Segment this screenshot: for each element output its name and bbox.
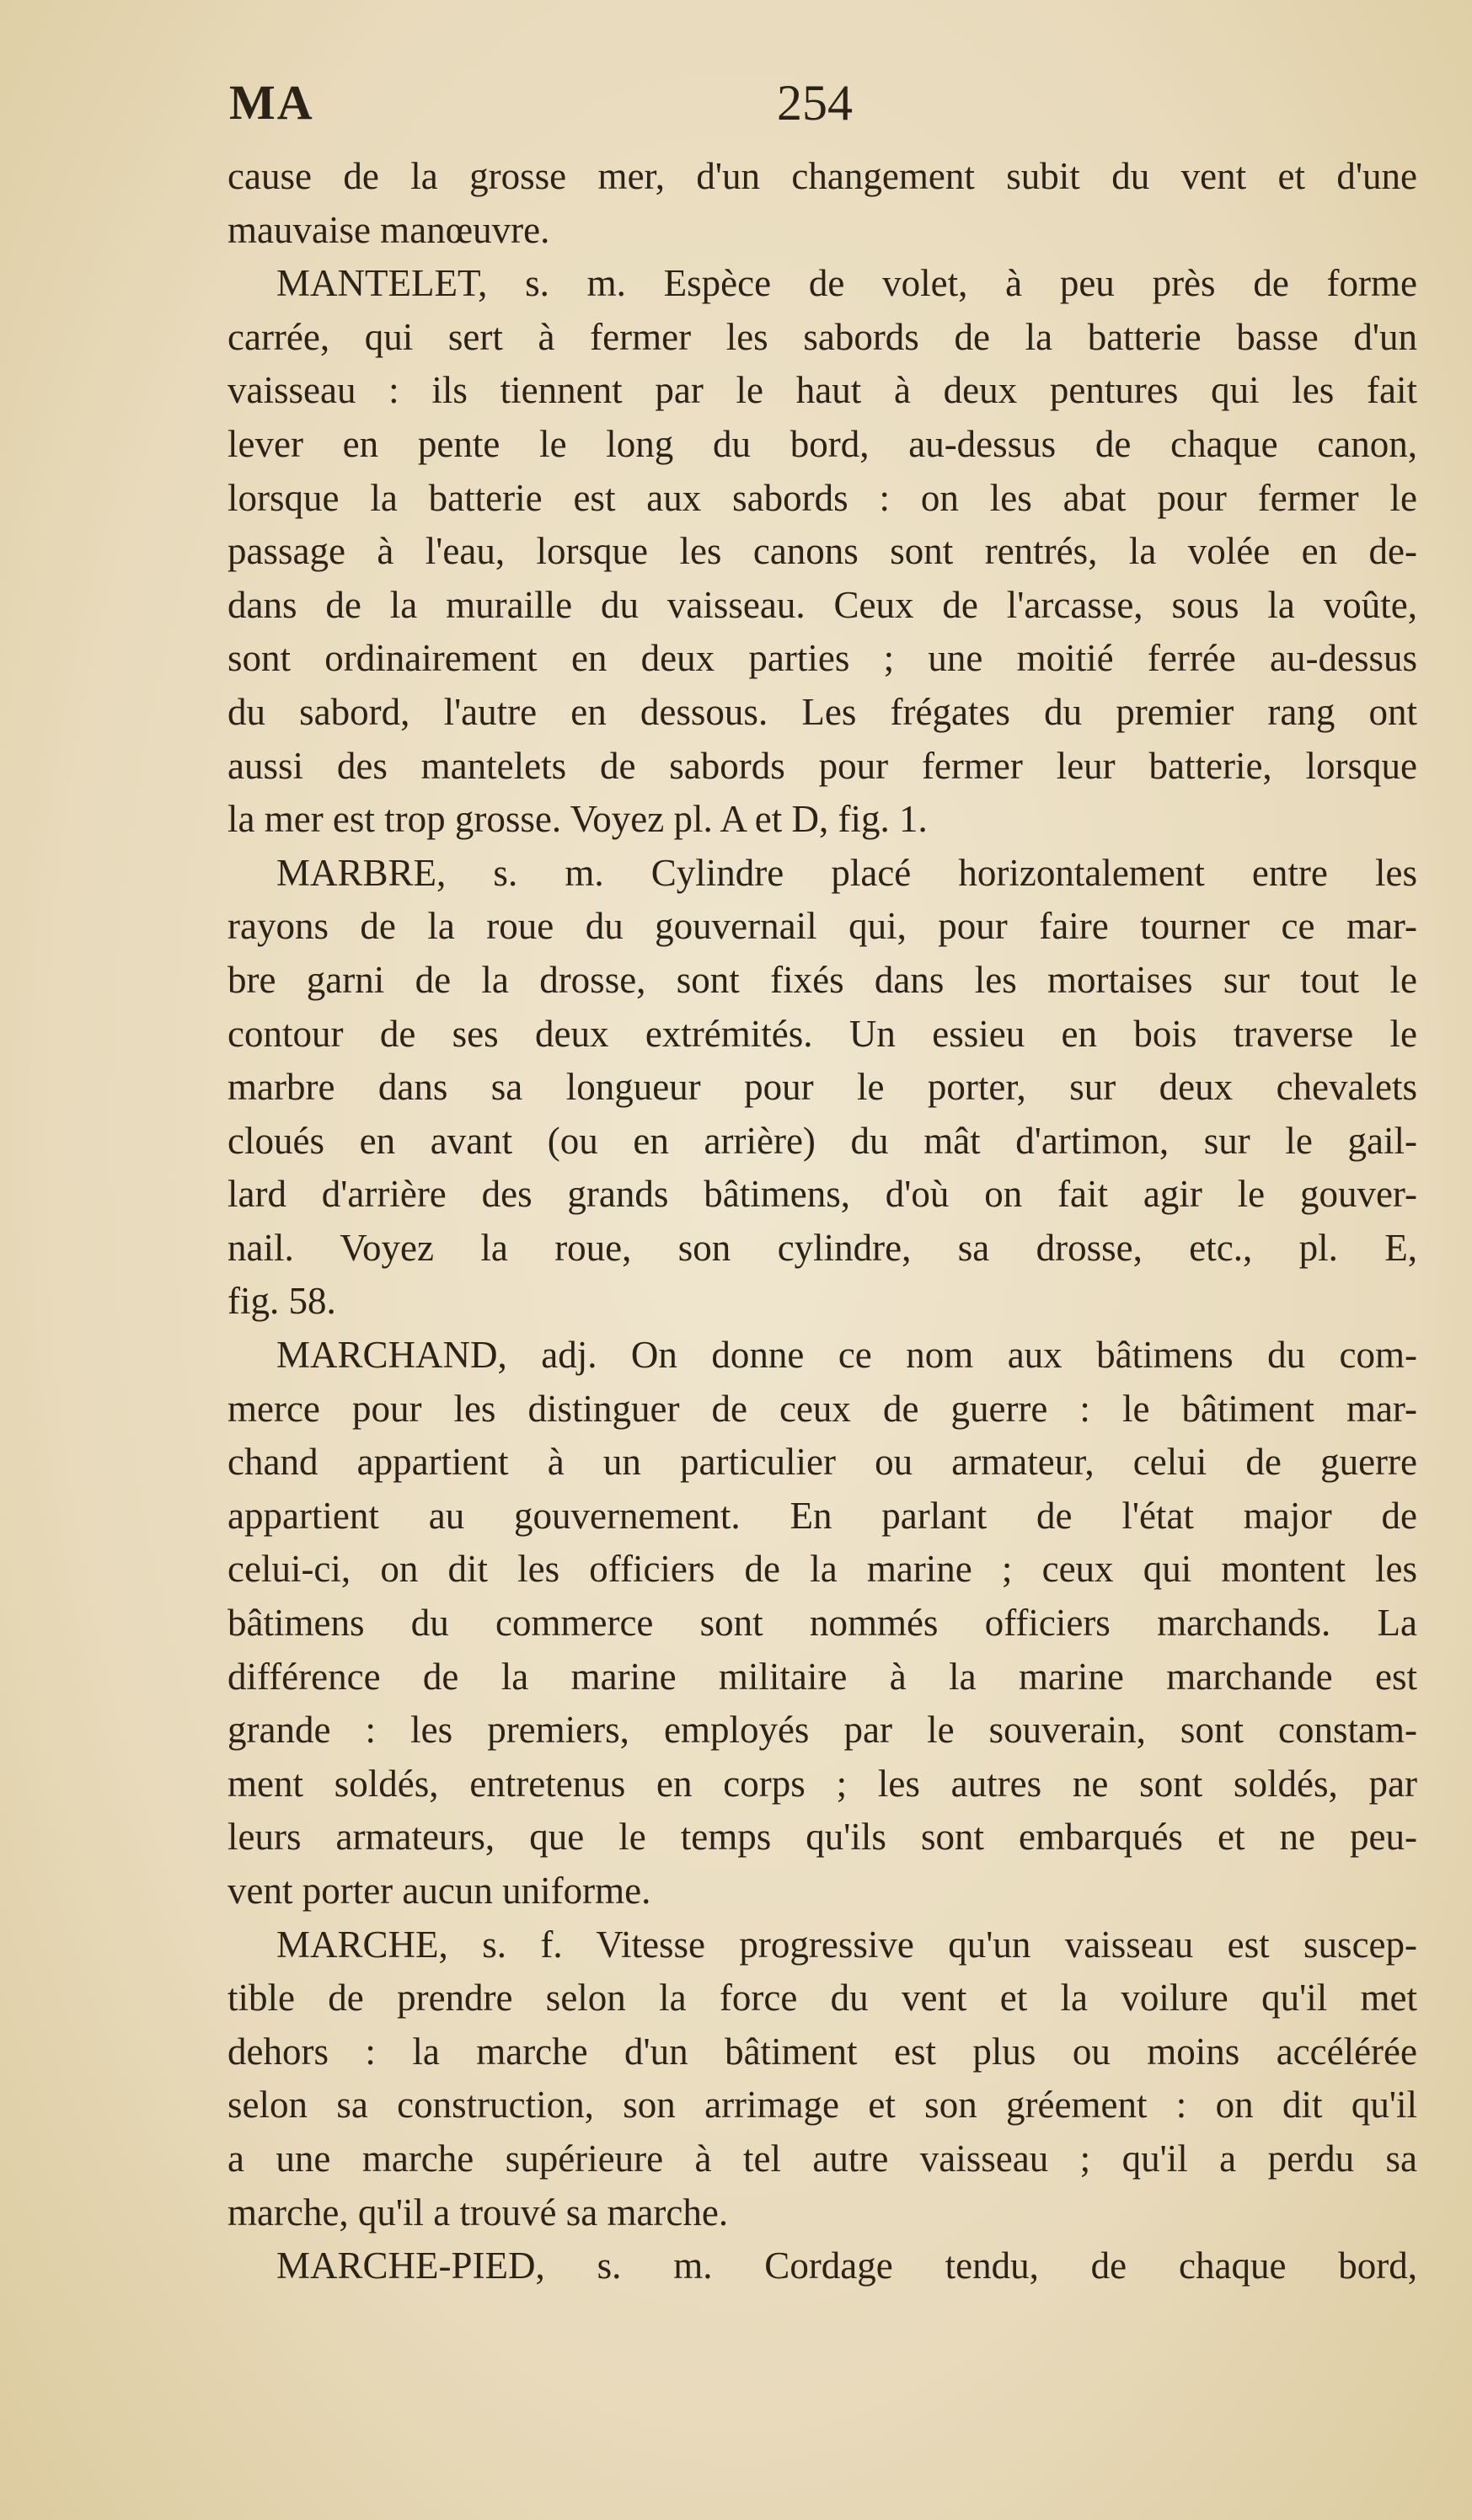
text-line: la mer est trop grosse. Voyez pl. A et D, fig. 1. bbox=[227, 798, 928, 841]
text-line: carrée, qui sert à fermer les sabords de la batterie basse d'un bbox=[227, 315, 1417, 358]
text-line: appartient au gouvernement. En parlant de l'état major de bbox=[227, 1494, 1417, 1537]
entry-headword-line: MARCHE-PIED, s. m. Cordage tendu, de chaque bord, bbox=[276, 2244, 1417, 2287]
dictionary-text bbox=[227, 150, 1417, 2293]
header-letters: MA bbox=[229, 75, 314, 130]
page-number: 254 bbox=[777, 75, 853, 131]
text-line: a une marche supérieure à tel autre vaisseau ; qu'il a perdu sa bbox=[227, 2137, 1417, 2180]
text-line: vent porter aucun uniforme. bbox=[227, 1870, 651, 1912]
entry-headword-line: MARCHAND, adj. On donne ce nom aux bâtimens du com- bbox=[276, 1334, 1417, 1377]
text-line: leurs armateurs, que le temps qu'ils sont embarqués et ne peu- bbox=[227, 1816, 1417, 1859]
entry-headword-line: MANTELET, s. m. Espèce de volet, à peu près de forme bbox=[276, 262, 1417, 305]
entry-headword-line: MARBRE, s. m. Cylindre placé horizontalement entre les bbox=[276, 851, 1417, 894]
text-line: aussi des mantelets de sabords pour fermer leur batterie, lorsque bbox=[227, 744, 1417, 787]
text-line: lever en pente le long du bord, au-dessus de chaque canon, bbox=[227, 422, 1417, 465]
text-line: bâtimens du commerce sont nommés officiers marchands. La bbox=[227, 1602, 1417, 1645]
text-line: du sabord, l'autre en dessous. Les frégates du premier rang ont bbox=[227, 690, 1417, 733]
text-line: dans de la muraille du vaisseau. Ceux de l'arcasse, sous la voûte, bbox=[227, 583, 1417, 626]
text-line: fig. 58. bbox=[227, 1280, 336, 1323]
text-line: celui-ci, on dit les officiers de la marine ; ceux qui montent les bbox=[227, 1548, 1417, 1591]
text-line: rayons de la roue du gouvernail qui, pour faire tourner ce mar- bbox=[227, 905, 1417, 948]
running-header bbox=[229, 74, 1417, 150]
text-line: passage à l'eau, lorsque les canons sont rentrés, la volée en de- bbox=[227, 530, 1417, 573]
text-line: selon sa construction, son arrimage et son gréement : on dit qu'il bbox=[227, 2084, 1417, 2127]
text-line: tible de prendre selon la force du vent et la voilure qu'il met bbox=[227, 1977, 1417, 2020]
text-line: merce pour les distinguer de ceux de guerre : le bâtiment mar- bbox=[227, 1387, 1417, 1430]
text-line: contour de ses deux extrémités. Un essieu en bois traverse le bbox=[227, 1012, 1417, 1055]
text-line: ment soldés, entretenus en corps ; les autres ne sont soldés, par bbox=[227, 1762, 1417, 1805]
text-line: nail. Voyez la roue, son cylindre, sa drosse, etc., pl. E, bbox=[227, 1226, 1417, 1269]
text-line: sont ordinairement en deux parties ; une moitié ferrée au-dessus bbox=[227, 637, 1417, 680]
text-line: marbre dans sa longueur pour le porter, sur deux chevalets bbox=[227, 1066, 1417, 1109]
text-line: mauvaise manœuvre. bbox=[227, 208, 550, 251]
text-line: différence de la marine militaire à la marine marchande est bbox=[227, 1655, 1417, 1698]
text-line: marche, qu'il a trouvé sa marche. bbox=[227, 2191, 729, 2234]
text-line: cloués en avant (ou en arrière) du mât d'artimon, sur le gail- bbox=[227, 1119, 1417, 1162]
text-line: bre garni de la drosse, sont fixés dans les mortaises sur tout le bbox=[227, 958, 1417, 1001]
text-line: vaisseau : ils tiennent par le haut à deux pentures qui les fait bbox=[227, 369, 1417, 412]
entry-headword-line: MARCHE, s. f. Vitesse progressive qu'un vaisseau est suscep- bbox=[276, 1923, 1417, 1966]
text-line: lorsque la batterie est aux sabords : on les abat pour fermer le bbox=[227, 476, 1417, 519]
text-line: grande : les premiers, employés par le souverain, sont constam- bbox=[227, 1709, 1417, 1752]
text-line: lard d'arrière des grands bâtimens, d'où on fait agir le gouver- bbox=[227, 1173, 1417, 1216]
text-line: dehors : la marche d'un bâtiment est plus ou moins accélérée bbox=[227, 2030, 1417, 2073]
text-line: chand appartient à un particulier ou armateur, celui de guerre bbox=[227, 1441, 1417, 1484]
text-line: cause de la grosse mer, d'un changement subit du vent et d'une bbox=[227, 155, 1417, 197]
